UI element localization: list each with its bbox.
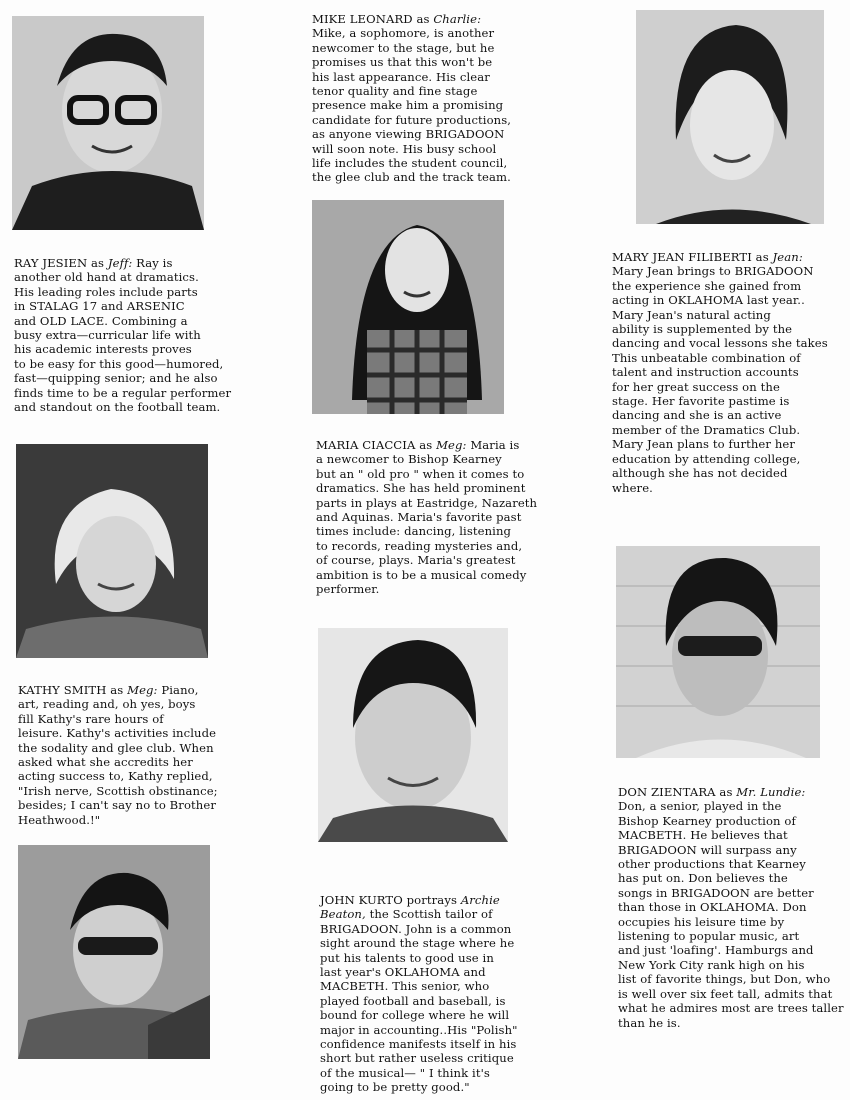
bio-role: Meg: [436, 438, 467, 452]
bio-ray-jesien [14, 256, 264, 414]
bio-text: Mary Jean brings to BRIGADOON the experience she gained from acting in OKLAHOMA last year.. Mary Jean's natural acting ability is supplemented by the dancing and vocal lessons she takes This unbeatable combination of talent and instruction accounts for her great success on the stage. Her favorite pastime is dancing and she is an active member of the Dramatics Club. Mary Jean plans to further her education by attending college, although she has not decided where. [612, 264, 828, 495]
bio-kathy-smith [18, 683, 288, 827]
bio-text: the Scottish tailor of BRIGADOON. John is a common sight around the stage where he put his talents to good use in last year's OKLAHOMA and MACBETH. This senior, who played football and baseball, is bound for college where he will major in accounting..His "Polish" confidence manifests itself in his short but rather useless critique of the musical— " I think it's going to be pretty good." [320, 907, 518, 1095]
bio-name: JOHN KURTO portrays [320, 893, 461, 907]
bio-name: MARIA CIACCIA as [316, 438, 437, 452]
photo-john-kurto [318, 628, 508, 842]
bio-name: KATHY SMITH as [18, 683, 128, 697]
bio-john-kurto [320, 893, 560, 1095]
bio-role: Charlie: [433, 12, 482, 26]
photo-kathy-smith [16, 444, 208, 658]
bio-text: Piano, art, reading and, oh yes, boys fill Kathy's rare hours of leisure. Kathy's activities include the sodality and glee club. When asked what she accredits her acting success to, Kathy replied, "Irish nerve, Scottish obstinance; besides; I can't say no to Brother Heathwood.!" [18, 683, 218, 827]
bio-mary-jean-filiberti [612, 250, 850, 495]
bio-text: Don, a senior, played in the Bishop Kearney production of MACBETH. He believes that BRIGADOON will surpass any other productions that Kearney has put on. Don believes the songs in BRIGADOON are better than those in OKLAHOMA. Don occupies his leisure time by listening to popular music, art and just 'loafing'. Hamburgs and New York City rank high on his list of favorite things, but Don, who is well over six feet tall, admits that what he admires most are trees taller than he is. [618, 799, 844, 1030]
bio-role: Mr. Lundie: [736, 785, 806, 799]
photo-ray-jesien [12, 16, 204, 230]
bio-text: Ray is another old hand at dramatics. His leading roles include parts in STALAG 17 and ARSENIC and OLD LACE. Combining a busy extra—curricular life with his academic interests proves to be easy for this good—humored, fast—quipping senior; and he also finds time to be a regular performer and standout on the football team. [14, 256, 232, 415]
bio-don-zientara [618, 785, 850, 1030]
bio-name: DON ZIENTARA as [618, 785, 737, 799]
bio-role: Archie Beaton, [320, 893, 500, 922]
bio-text: Maria is a newcomer to Bishop Kearney but an " old pro " when it comes to dramatics. She has held prominent parts in plays at Eastridge, Nazareth and Aquinas. Maria's favorite past times include: dancing, listening to records, reading mysteries and, of course, plays. Maria's greatest ambition is to be a musical comedy performer. [316, 438, 538, 597]
bio-role: Jeff: [107, 256, 133, 270]
bio-name: RAY JESIEN as [14, 256, 108, 270]
bio-text: Mike, a sophomore, is another newcomer to the stage, but he promises us that this won't be his last appearance. His clear tenor quality and fine stage presence make him a promising candidate for future productions, as anyone viewing BRIGADOON will soon note. His busy school life includes the student council, the glee club and the track team. [312, 26, 512, 185]
bio-name: MIKE LEONARD as [312, 12, 434, 26]
bio-name: MARY JEAN FILIBERTI as [612, 250, 773, 264]
photo-mary-jean-filiberti [636, 10, 824, 224]
bio-mike-leonard [312, 12, 552, 185]
photo-unnamed-student [18, 845, 210, 1059]
photo-don-zientara [616, 546, 820, 758]
bio-maria-ciaccia [316, 438, 566, 596]
bio-role: Meg: [127, 683, 158, 697]
photo-maria-ciaccia [312, 200, 504, 414]
bio-role: Jean: [772, 250, 803, 264]
